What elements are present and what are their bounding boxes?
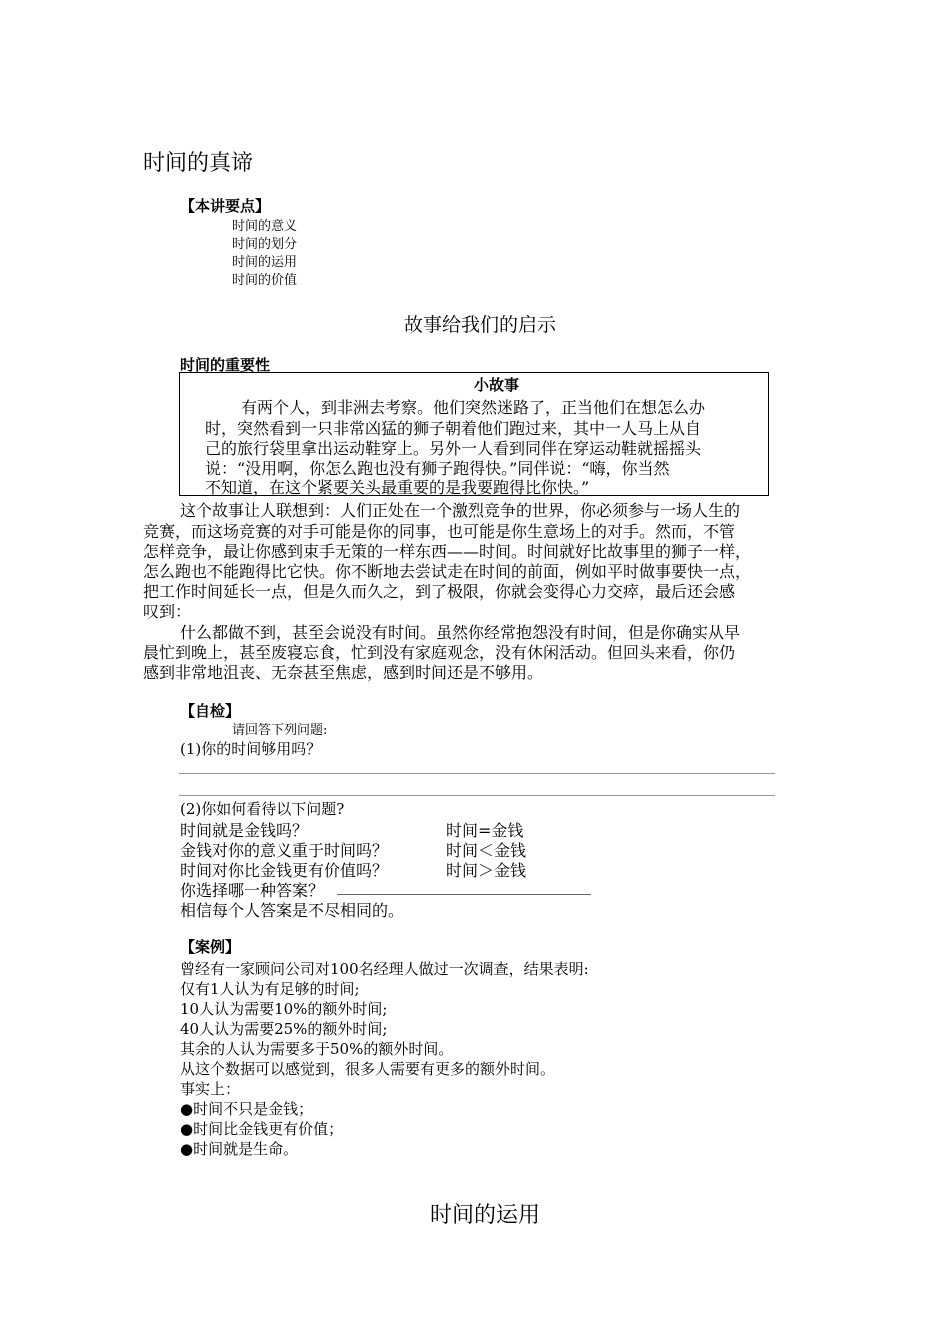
question-row-a: 时间=金钱 bbox=[446, 821, 524, 840]
case-line: 40人认为需要25%的额外时间; bbox=[180, 1020, 388, 1038]
case-line: 其余的人认为需要多于50%的额外时间。 bbox=[180, 1040, 454, 1058]
page-title: 时间的真谛 bbox=[143, 151, 254, 176]
choose-answer-line[interactable] bbox=[337, 894, 591, 895]
key-points-heading: 【本讲要点】 bbox=[180, 197, 271, 215]
story-line: 时，突然看到一只非常凶猛的狮子朝着他们跑过来，其中一人马上从自 bbox=[205, 419, 702, 438]
case-line: 仅有1人认为有足够的时间; bbox=[180, 980, 360, 998]
question-row-a: 时间＜金钱 bbox=[446, 841, 527, 860]
key-point-item: 时间的意义 bbox=[232, 219, 298, 234]
key-point-item: 时间的价值 bbox=[232, 273, 298, 288]
answer-line[interactable] bbox=[179, 773, 775, 774]
section-title: 故事给我们的启示 bbox=[404, 314, 557, 336]
section-title: 时间的运用 bbox=[430, 1203, 541, 1228]
case-line: 曾经有一家顾问公司对100名经理人做过一次调查，结果表明: bbox=[180, 960, 589, 978]
paragraph-line: 怎么跑也不能跑得比它快。你不断地去尝试走在时间的前面，例如平时做事要快一点， bbox=[143, 562, 752, 581]
key-point-item: 时间的划分 bbox=[232, 237, 298, 252]
question-row-q: 时间对你比金钱更有价值吗？ bbox=[180, 861, 389, 880]
question-1: (1)你的时间够用吗？ bbox=[180, 740, 322, 758]
question-2: (2)你如何看待以下问题? bbox=[180, 800, 345, 818]
paragraph-line: 怎样竞争，最让你感到束手无策的一样东西——时间。时间就好比故事里的狮子一样， bbox=[143, 542, 752, 561]
case-heading: 【案例】 bbox=[180, 938, 241, 956]
story-line: 说：“没用啊，你怎么跑也没有狮子跑得快。”同伴说：“嗨，你当然 bbox=[205, 459, 670, 478]
story-line: 己的旅行袋里拿出运动鞋穿上。另外一人看到同伴在穿运动鞋就摇摇头 bbox=[205, 439, 702, 458]
self-check-heading: 【自检】 bbox=[180, 702, 241, 720]
self-check-note: 相信每个人答案是不尽相同的。 bbox=[180, 901, 405, 920]
fact-bullet: ●时间比金钱更有价值； bbox=[180, 1120, 344, 1138]
question-row-a: 时间＞金钱 bbox=[446, 861, 527, 880]
paragraph-line: 晨忙到晚上，甚至废寝忘食，忙到没有家庭观念，没有休闲活动。但回头来看，你仍 bbox=[143, 643, 736, 662]
fact-bullet: ●时间就是生命。 bbox=[180, 1140, 299, 1158]
paragraph-line: 把工作时间延长一点，但是久而久之，到了极限，你就会变得心力交瘁，最后还会感 bbox=[143, 582, 736, 601]
key-point-item: 时间的运用 bbox=[232, 255, 298, 270]
paragraph-line: 感到非常地沮丧、无奈甚至焦虑，感到时间还是不够用。 bbox=[143, 663, 544, 682]
fact-bullet: ●时间不只是金钱； bbox=[180, 1100, 314, 1118]
story-line: 不知道，在这个紧要关头最重要的是我要跑得比你快。” bbox=[205, 478, 590, 497]
story-line: 有两个人，到非洲去考察。他们突然迷路了，正当他们在想怎么办 bbox=[241, 398, 706, 417]
question-row-q: 时间就是金钱吗？ bbox=[180, 821, 309, 840]
paragraph-line: 叹到： bbox=[143, 602, 192, 621]
paragraph-line: 竞赛，而这场竞赛的对手可能是你的同事，也可能是你生意场上的对手。然而，不管 bbox=[143, 522, 736, 541]
facts-label: 事实上： bbox=[180, 1080, 241, 1098]
self-check-intro: 请回答下列问题: bbox=[232, 723, 328, 738]
paragraph-line: 什么都做不到，甚至会说没有时间。虽然你经常抱怨没有时间，但是你确实从早 bbox=[180, 623, 741, 642]
answer-line[interactable] bbox=[179, 795, 775, 796]
choose-answer-label: 你选择哪一种答案？ bbox=[180, 881, 325, 900]
paragraph-line: 这个故事让人联想到：人们正处在一个激烈竞争的世界，你必须参与一场人生的 bbox=[180, 501, 741, 520]
story-title: 小故事 bbox=[474, 376, 520, 394]
case-line: 从这个数据可以感觉到，很多人需要有更多的额外时间。 bbox=[180, 1060, 556, 1078]
question-row-q: 金钱对你的意义重于时间吗？ bbox=[180, 841, 389, 860]
section-subtitle: 时间的重要性 bbox=[180, 356, 271, 374]
case-line: 10人认为需要10%的额外时间; bbox=[180, 1000, 388, 1018]
